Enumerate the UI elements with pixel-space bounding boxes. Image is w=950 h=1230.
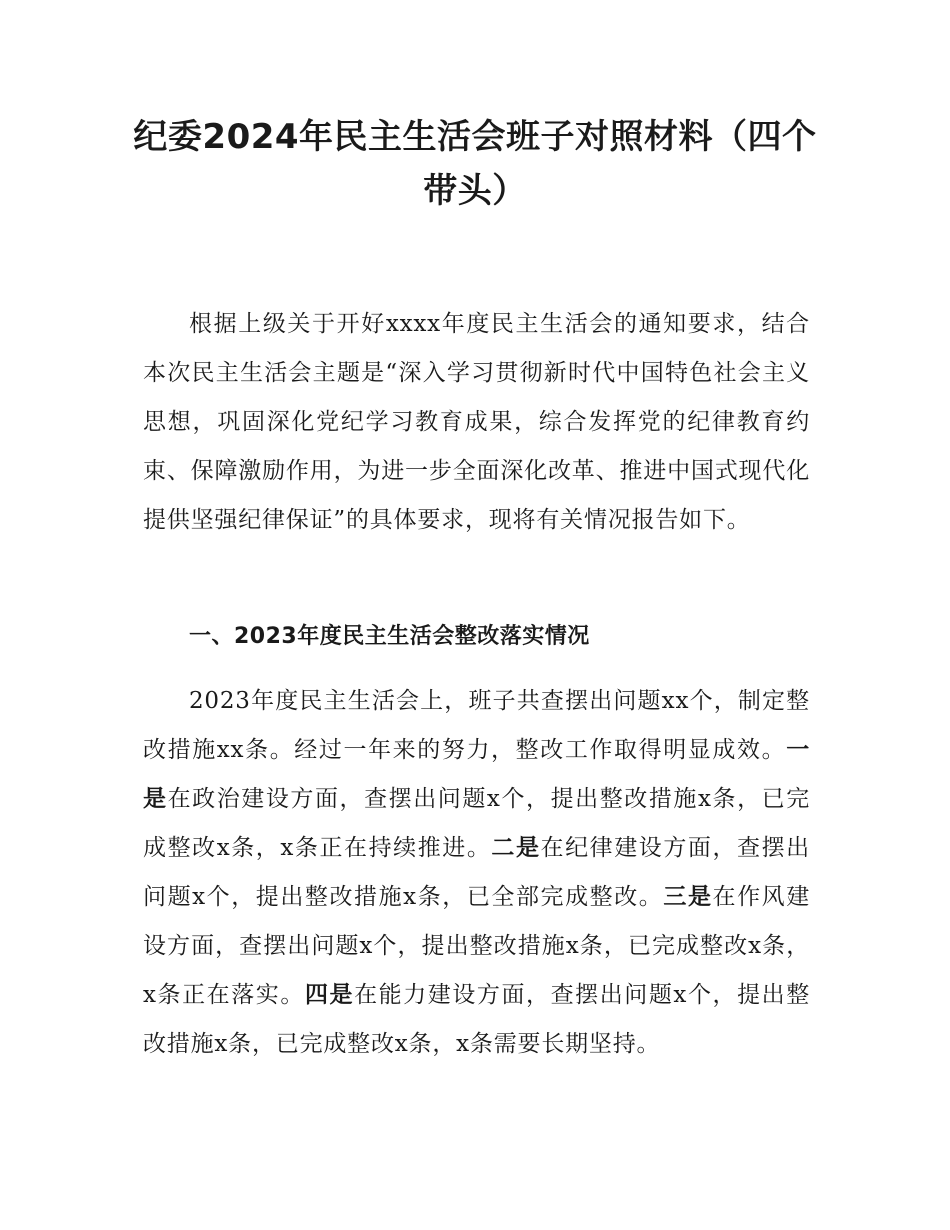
intro-paragraph: 根据上级关于开好xxxx年度民主生活会的通知要求，结合本次民主生活会主题是“深入学习贯彻新时代中国特色社会主义思想，巩固深化党纪学习教育成果，综合发挥党的纪律教育约束、保障激励作用，为进一步全面深化改革、推进中国式现代化提供坚强纪律保证”的具体要求，现将有关情况报告如下。 bbox=[143, 311, 810, 533]
item-text-1: 在政治建设方面，查摆出问题x个，提出整改措施x条，已完成整改x条，x条正在持续推进。 bbox=[143, 786, 810, 861]
paragraph-lead: 2023年度民主生活会上，班子共查摆出问题xx个，制定整改措施xx条。经过一年来的努力，整改工作取得明显成效。 bbox=[143, 688, 810, 763]
item-marker-1: 一是 bbox=[143, 737, 810, 812]
item-text-2: 在纪律建设方面，查摆出问题x个，提出整改措施x条，已全部完成整改。 bbox=[143, 835, 810, 910]
item-text-3: 在作风建设方面，查摆出问题x个，提出整改措施x条，已完成整改x条，x条正在落实。 bbox=[143, 884, 811, 1008]
item-marker-3: 三是 bbox=[663, 884, 713, 910]
section-paragraph bbox=[143, 677, 810, 1069]
item-marker-2: 二是 bbox=[491, 835, 541, 861]
item-text-4: 在能力建设方面，查摆出问题x个，提出整改措施x条，已完成整改x条，x条需要长期坚持。 bbox=[143, 982, 811, 1057]
item-marker-4: 四是 bbox=[304, 982, 355, 1008]
document-title: 纪委2024年民主生活会班子对照材料（四个带头） bbox=[133, 117, 817, 211]
section-heading: 一、2023年度民主生活会整改落实情况 bbox=[189, 624, 590, 649]
